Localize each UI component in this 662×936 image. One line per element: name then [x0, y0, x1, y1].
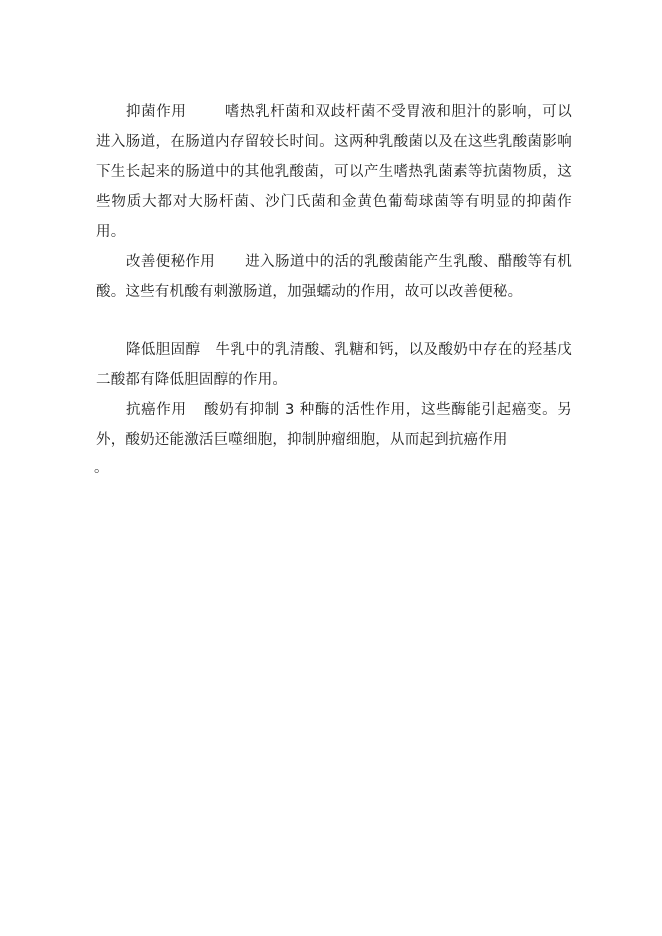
paragraph-text-cholesterol: 牛乳中的乳清酸、乳糖和钙，以及酸奶中存在的羟基戊二酸都有降低胆固醇的作用。 — [96, 342, 572, 388]
paragraph-antibacterial — [96, 97, 572, 247]
paragraph-heading-constipation: 改善便秘作用 — [126, 254, 216, 270]
paragraph-constipation — [96, 247, 572, 307]
paragraph-text-antibacterial: 嗜热乳杆菌和双歧杆菌不受胃液和胆汁的影响，可以进入肠道，在肠道内存留较长时间。这两种乳酸菌以及在这些乳酸菌影响下生长起来的肠道中的其他乳酸菌，可以产生嗜热乳菌素等抗菌物质，这些物质大都对大肠杆菌、沙门氏菌和金黄色葡萄球菌等有明显的抑菌作用。 — [96, 104, 572, 240]
document-body — [96, 97, 572, 481]
paragraph-cholesterol — [96, 335, 572, 395]
paragraph-anticancer — [96, 395, 572, 481]
paragraph-heading-anticancer: 抗癌作用 — [126, 402, 187, 418]
paragraph-text-constipation: 进入肠道中的活的乳酸菌能产生乳酸、醋酸等有机酸。这些有机酸有刺激肠道，加强蠕动的作用，故可以改善便秘。 — [96, 254, 572, 300]
paragraph-heading-cholesterol: 降低胆固醇 — [126, 342, 201, 358]
paragraph-text-anticancer: 酸奶有抑制 3 种酶的活性作用，这些酶能引起癌变。另外，酸奶还能激活巨噬细胞，抑制肿瘤细胞，从而起到抗癌作用 — [96, 402, 572, 448]
paragraph-heading-antibacterial: 抑菌作用 — [126, 104, 187, 120]
paragraph-trailing-punctuation: 。 — [94, 460, 109, 476]
